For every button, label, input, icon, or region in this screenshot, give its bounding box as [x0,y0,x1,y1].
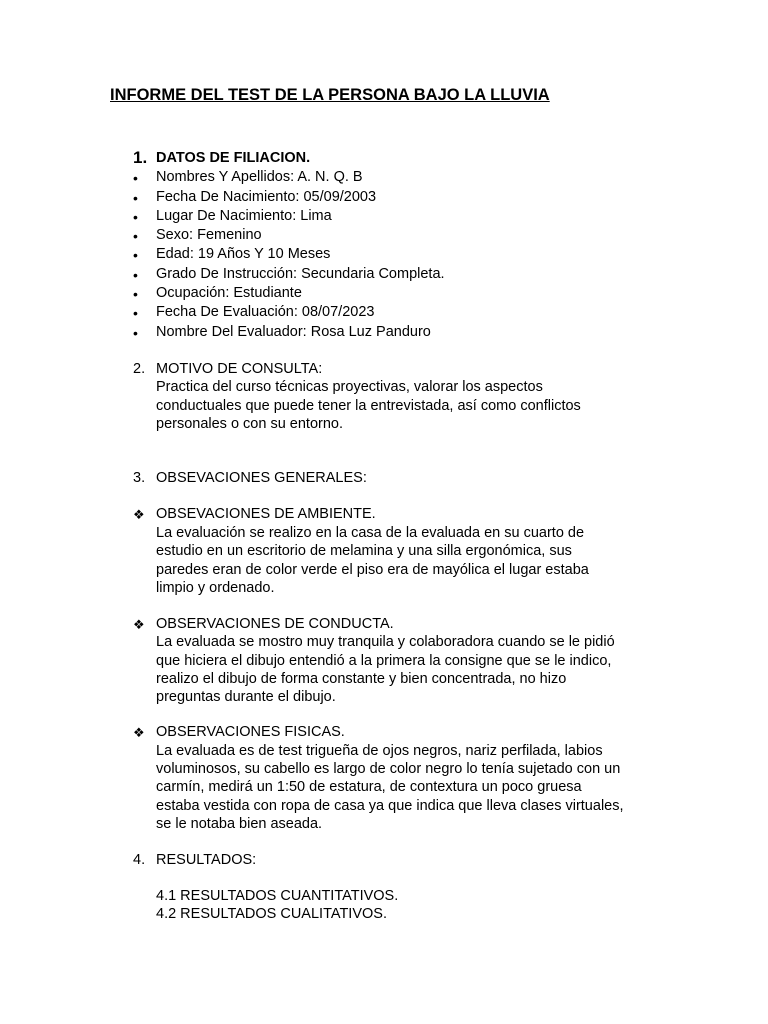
conducta-heading: OBSERVACIONES DE CONDUCTA. [156,616,394,632]
subsection-item: 4.1 RESULTADOS CUANTITATIVOS. [156,888,399,904]
paragraph-line: que hiciera el dibujo entendió a la primera la consigne que se le indico, [156,653,612,669]
bullet-icon: • [133,209,138,225]
section-4-number: 4. [133,852,146,868]
section-1-heading: DATOS DE FILIACION. [156,150,311,166]
paragraph-line: carmín, medirá un 1:50 de estatura, de contextura un poco gruesa [156,779,582,795]
section-3-number: 3. [133,470,146,486]
filiacion-item: Grado De Instrucción: Secundaria Completa. [156,266,445,282]
section-2-heading: MOTIVO DE CONSULTA: [156,361,323,377]
bullet-icon: • [133,190,138,206]
filiacion-item: Nombre Del Evaluador: Rosa Luz Panduro [156,324,431,340]
section-3-heading: OBSEVACIONES GENERALES: [156,470,367,486]
paragraph-line: personales o con su entorno. [156,416,344,432]
bullet-icon: • [133,228,138,244]
section-4-heading: RESULTADOS: [156,852,257,868]
filiacion-item: Edad: 19 Años Y 10 Meses [156,246,331,262]
bullet-icon: • [133,247,138,263]
paragraph-line: Practica del curso técnicas proyectivas, valorar los aspectos [156,379,543,395]
fisicas-heading: OBSERVACIONES FISICAS. [156,724,345,740]
paragraph-line: estudio en un escritorio de melamina y una silla ergonómica, sus [156,543,572,559]
paragraph-line: preguntas durante el dibujo. [156,689,336,705]
bullet-icon: • [133,286,138,302]
filiacion-item: Fecha De Evaluación: 08/07/2023 [156,304,375,320]
paragraph-line: estaba vestida con ropa de casa ya que indica que lleva clases virtuales, [156,798,624,814]
diamond-bullet-icon: ❖ [133,617,145,632]
paragraph-line: limpio y ordenado. [156,580,275,596]
paragraph-line: voluminosos, su cabello es largo de color negro lo tenía sujetado con un [156,761,621,777]
paragraph-line: se le notaba bien aseada. [156,816,323,832]
bullet-icon: • [133,170,138,186]
filiacion-item: Nombres Y Apellidos: A. N. Q. B [156,169,363,185]
diamond-bullet-icon: ❖ [133,725,145,740]
filiacion-item: Sexo: Femenino [156,227,262,243]
paragraph-line: paredes eran de color verde el piso era de mayólica el lugar estaba [156,562,589,578]
subsection-item: 4.2 RESULTADOS CUALITATIVOS. [156,906,387,922]
ambiente-heading: OBSEVACIONES DE AMBIENTE. [156,506,376,522]
paragraph-line: La evaluación se realizo en la casa de la evaluada en su cuarto de [156,525,585,541]
bullet-icon: • [133,305,138,321]
document-title: INFORME DEL TEST DE LA PERSONA BAJO LA LLUVIA [110,86,550,104]
filiacion-item: Lugar De Nacimiento: Lima [156,208,332,224]
filiacion-item: Fecha De Nacimiento: 05/09/2003 [156,189,377,205]
bullet-icon: • [133,267,138,283]
paragraph-line: conductuales que puede tener la entrevistada, así como conflictos [156,398,581,414]
paragraph-line: La evaluada es de test trigueña de ojos negros, nariz perfilada, labios [156,743,603,759]
section-2-number: 2. [133,361,146,377]
section-1-number: 1. [133,148,148,167]
bullet-icon: • [133,325,138,341]
paragraph-line: La evaluada se mostro muy tranquila y colaboradora cuando se le pidió [156,634,615,650]
paragraph-line: realizo el dibujo de forma constante y bien concentrada, no hizo [156,671,567,687]
diamond-bullet-icon: ❖ [133,507,145,522]
filiacion-item: Ocupación: Estudiante [156,285,302,301]
